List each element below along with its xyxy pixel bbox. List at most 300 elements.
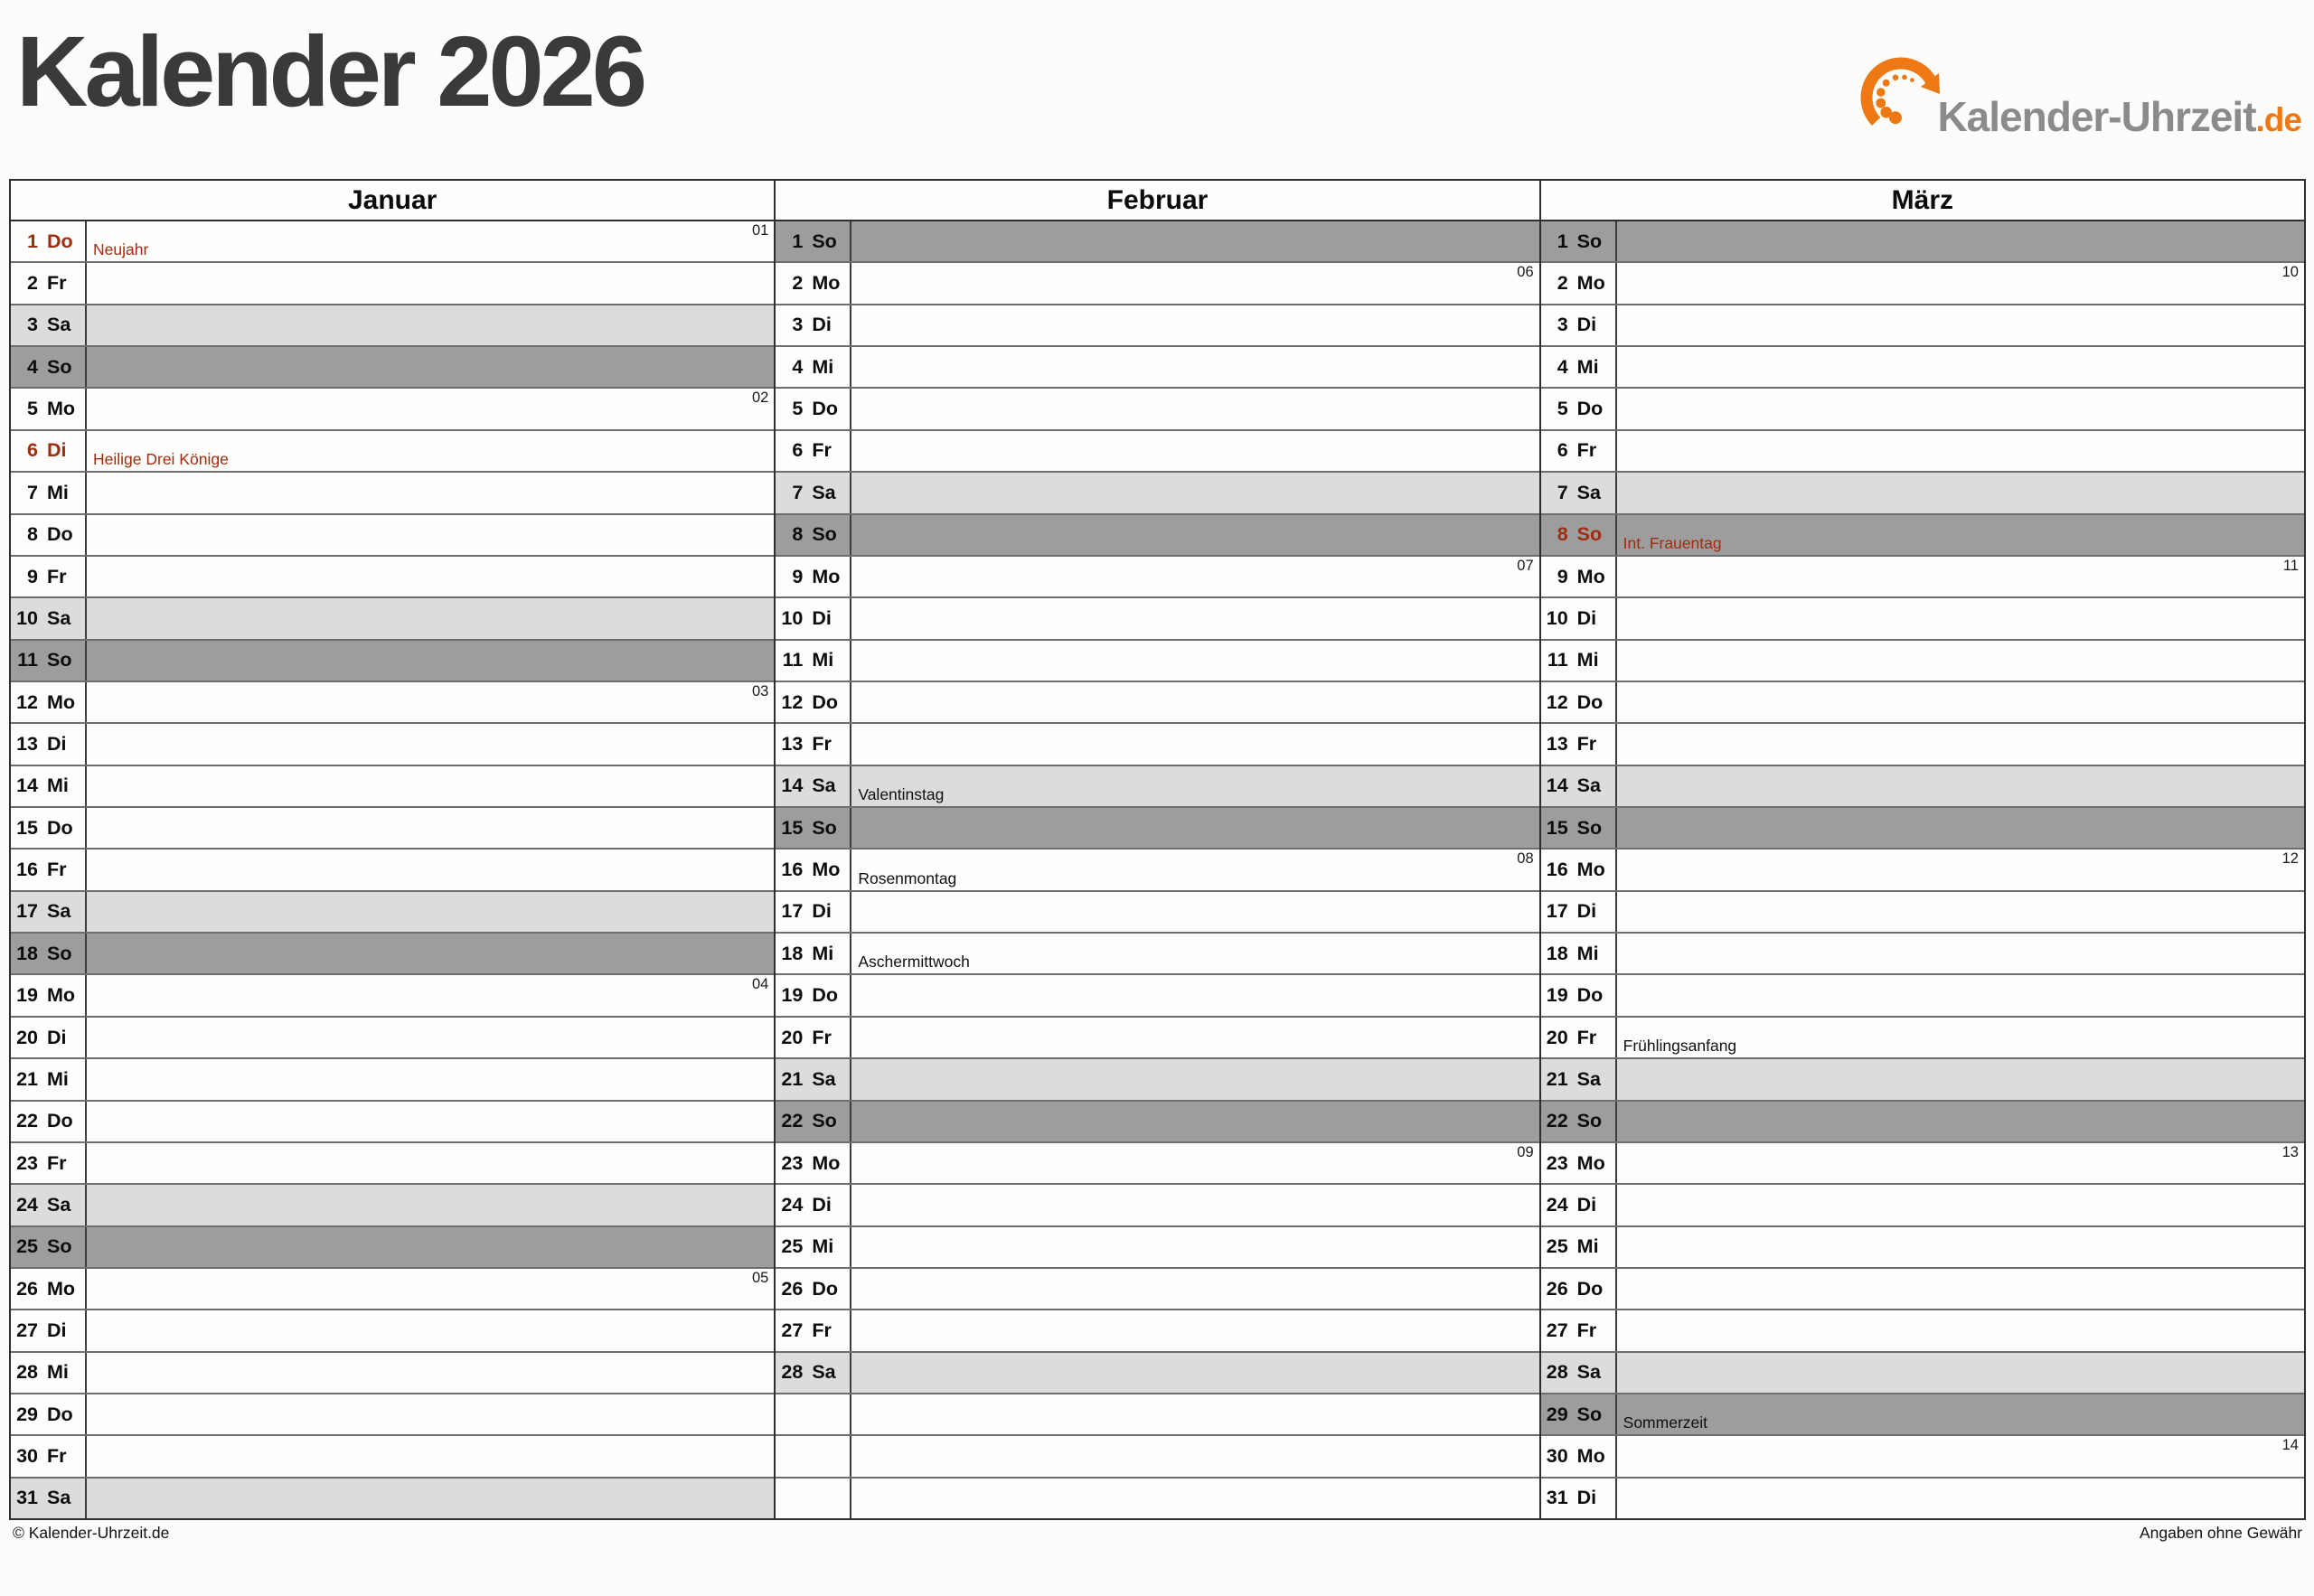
day-label-cell xyxy=(1541,1185,1617,1225)
day-label-cell xyxy=(1541,389,1617,428)
day-number: 25 xyxy=(16,1235,38,1258)
day-weekday: Mo xyxy=(47,984,76,1007)
day-content-cell xyxy=(851,557,1538,596)
month-days xyxy=(1541,221,2304,1518)
day-content-cell xyxy=(1617,766,2304,806)
day-row xyxy=(1541,1393,2304,1434)
day-label-cell xyxy=(11,892,87,932)
day-row xyxy=(776,1267,1538,1309)
day-row xyxy=(1541,429,2304,471)
day-content-cell xyxy=(1617,1143,2304,1183)
day-weekday: Do xyxy=(812,984,838,1007)
day-content-cell xyxy=(1617,263,2304,303)
day-label-cell xyxy=(11,1394,87,1434)
day-row xyxy=(1541,681,2304,722)
day-row xyxy=(11,261,774,303)
day-content-cell xyxy=(1617,1269,2304,1309)
day-label-cell xyxy=(776,724,851,764)
day-row xyxy=(1541,973,2304,1015)
day-number: 20 xyxy=(781,1026,804,1048)
day-row xyxy=(776,1016,1538,1057)
day-row xyxy=(776,555,1538,596)
day-number: 13 xyxy=(16,732,38,755)
day-number: 21 xyxy=(16,1067,38,1090)
day-row xyxy=(11,806,774,848)
logo-brand: Kalender-Uhrzeit xyxy=(1937,93,2256,140)
day-content-cell xyxy=(87,1059,774,1099)
day-weekday: Mi xyxy=(812,649,834,671)
day-row xyxy=(1541,1183,2304,1225)
day-content-cell xyxy=(87,1102,774,1141)
day-row xyxy=(1541,1477,2304,1518)
day-number: 30 xyxy=(1546,1445,1568,1468)
day-row xyxy=(776,1183,1538,1225)
day-number: 26 xyxy=(16,1277,38,1300)
day-label-cell xyxy=(11,1227,87,1267)
day-number: 29 xyxy=(1546,1403,1568,1425)
day-row xyxy=(1541,345,2304,387)
day-content-cell xyxy=(1617,347,2304,387)
day-content-cell xyxy=(851,389,1538,428)
day-number: 17 xyxy=(781,900,804,923)
day-row xyxy=(11,471,774,512)
day-label-cell xyxy=(776,1436,851,1476)
day-label-cell xyxy=(776,1394,851,1434)
holiday-label: Aschermittwoch xyxy=(858,953,970,972)
day-content-cell xyxy=(851,1353,1538,1393)
day-weekday: Sa xyxy=(1576,775,1601,797)
day-weekday: Fr xyxy=(1576,1319,1597,1342)
day-content-cell xyxy=(851,892,1538,932)
day-label-cell xyxy=(776,431,851,471)
day-weekday: Do xyxy=(1576,398,1604,420)
day-row xyxy=(776,1100,1538,1141)
day-number: 28 xyxy=(16,1361,38,1384)
week-number: 05 xyxy=(751,1269,769,1286)
day-number: 14 xyxy=(781,775,804,797)
day-label-cell xyxy=(11,1059,87,1099)
day-content-cell xyxy=(1617,975,2304,1015)
day-number: 12 xyxy=(1546,690,1568,713)
day-label-cell xyxy=(776,263,851,303)
day-content-cell xyxy=(1617,557,2304,596)
day-number: 28 xyxy=(781,1361,804,1384)
day-weekday: Fr xyxy=(47,859,67,881)
day-content-cell xyxy=(851,473,1538,512)
day-content-cell xyxy=(87,892,774,932)
day-row xyxy=(776,1351,1538,1393)
day-number: 14 xyxy=(16,775,38,797)
day-label-cell xyxy=(1541,431,1617,471)
day-label-cell xyxy=(11,724,87,764)
day-label-cell xyxy=(11,641,87,681)
day-row xyxy=(1541,932,2304,973)
day-label-cell xyxy=(1541,1018,1617,1057)
day-row xyxy=(1541,848,2304,889)
week-number: 01 xyxy=(751,222,769,239)
day-content-cell xyxy=(851,808,1538,848)
day-number: 8 xyxy=(792,523,804,546)
day-content-cell xyxy=(851,641,1538,681)
day-label-cell xyxy=(1541,1227,1617,1267)
day-label-cell xyxy=(11,850,87,889)
day-row xyxy=(776,722,1538,764)
day-content-cell xyxy=(1617,473,2304,512)
day-label-cell xyxy=(776,347,851,387)
footer-copyright: © Kalender-Uhrzeit.de xyxy=(13,1524,170,1542)
day-weekday: Mo xyxy=(1576,859,1605,881)
day-row xyxy=(1541,1309,2304,1350)
day-content-cell xyxy=(851,1059,1538,1099)
day-content-cell xyxy=(1617,1436,2304,1476)
day-number: 9 xyxy=(792,565,804,587)
holiday-label: Rosenmontag xyxy=(858,868,957,887)
day-content-cell xyxy=(1617,1102,2304,1141)
day-row xyxy=(776,513,1538,555)
day-label-cell xyxy=(776,1353,851,1393)
day-number: 10 xyxy=(781,606,804,629)
day-label-cell xyxy=(1541,1479,1617,1518)
week-number: 06 xyxy=(1517,264,1534,281)
day-content-cell xyxy=(1617,221,2304,261)
day-content-cell xyxy=(87,1394,774,1434)
day-weekday: Fr xyxy=(1576,439,1597,462)
day-label-cell xyxy=(776,389,851,428)
day-weekday: Di xyxy=(1576,1193,1597,1216)
month-column xyxy=(1539,181,2304,1518)
day-label-cell xyxy=(11,1269,87,1309)
day-row xyxy=(11,1016,774,1057)
day-weekday: Sa xyxy=(812,1361,836,1384)
day-number: 5 xyxy=(792,398,804,420)
day-row xyxy=(776,890,1538,932)
day-content-cell xyxy=(87,808,774,848)
day-label-cell xyxy=(1541,892,1617,932)
day-content-cell xyxy=(1617,598,2304,638)
day-label-cell xyxy=(776,1059,851,1099)
day-row xyxy=(776,387,1538,428)
day-weekday: Sa xyxy=(47,1487,71,1509)
day-content-cell xyxy=(87,515,774,555)
day-content-cell xyxy=(87,1227,774,1267)
day-weekday: Do xyxy=(812,690,838,713)
day-row xyxy=(776,471,1538,512)
day-weekday: Fr xyxy=(812,1026,832,1048)
day-label-cell xyxy=(11,1353,87,1393)
day-number: 31 xyxy=(1546,1487,1568,1509)
day-row xyxy=(1541,890,2304,932)
day-weekday: So xyxy=(1576,523,1603,546)
day-weekday: Mo xyxy=(812,565,841,587)
day-label-cell xyxy=(1541,1102,1617,1141)
day-number: 22 xyxy=(781,1110,804,1132)
day-content-cell xyxy=(851,515,1538,555)
day-number: 20 xyxy=(1546,1026,1568,1048)
day-weekday: Fr xyxy=(812,1319,832,1342)
day-weekday: So xyxy=(47,942,72,964)
day-number: 2 xyxy=(792,272,804,295)
day-number: 14 xyxy=(1546,775,1568,797)
day-number: 4 xyxy=(792,355,804,378)
day-label-cell xyxy=(11,515,87,555)
day-label-cell xyxy=(776,766,851,806)
day-label-cell xyxy=(776,1227,851,1267)
day-row xyxy=(11,1057,774,1099)
day-number: 1 xyxy=(1557,230,1568,252)
day-row xyxy=(776,1477,1538,1518)
day-row xyxy=(776,973,1538,1015)
day-weekday: Sa xyxy=(47,900,71,923)
week-number: 08 xyxy=(1517,850,1534,868)
day-content-cell xyxy=(1617,892,2304,932)
day-weekday: So xyxy=(812,816,837,839)
day-label-cell xyxy=(1541,1436,1617,1476)
day-weekday: Di xyxy=(47,1026,67,1048)
footer-disclaimer: Angaben ohne Gewähr xyxy=(2140,1524,2302,1542)
month-title: März xyxy=(1541,181,2304,221)
day-number: 16 xyxy=(16,859,38,881)
day-weekday: Mi xyxy=(47,1361,69,1384)
day-label-cell xyxy=(11,808,87,848)
day-weekday: Di xyxy=(812,606,832,629)
day-number: 3 xyxy=(27,314,38,336)
day-label-cell xyxy=(776,975,851,1015)
day-row xyxy=(1541,1351,2304,1393)
day-content-cell xyxy=(851,598,1538,638)
day-content-cell xyxy=(1617,1353,2304,1393)
day-content-cell xyxy=(87,1353,774,1393)
day-label-cell xyxy=(1541,557,1617,596)
day-content-cell xyxy=(87,934,774,973)
holiday-label: Frühlingsanfang xyxy=(1623,1037,1737,1056)
day-number: 12 xyxy=(781,690,804,713)
day-weekday: Di xyxy=(47,1319,67,1342)
day-content-cell xyxy=(1617,431,2304,471)
day-row xyxy=(11,555,774,596)
day-row xyxy=(1541,261,2304,303)
day-label-cell xyxy=(776,515,851,555)
day-number: 24 xyxy=(1546,1193,1568,1216)
clock-arrow-icon xyxy=(1854,47,1948,141)
day-number: 23 xyxy=(781,1151,804,1174)
day-label-cell xyxy=(1541,850,1617,889)
day-number: 10 xyxy=(16,606,38,629)
day-label-cell xyxy=(1541,724,1617,764)
day-content-cell xyxy=(851,934,1538,973)
day-label-cell xyxy=(1541,766,1617,806)
day-row xyxy=(1541,722,2304,764)
month-days xyxy=(11,221,774,1518)
day-row xyxy=(11,765,774,806)
day-label-cell xyxy=(776,1269,851,1309)
day-weekday: Mi xyxy=(1576,355,1599,378)
day-weekday: Do xyxy=(47,1403,73,1425)
day-weekday: Mi xyxy=(47,1067,69,1090)
day-weekday: Do xyxy=(812,398,838,420)
day-content-cell xyxy=(851,766,1538,806)
day-number: 3 xyxy=(1557,314,1568,336)
day-label-cell xyxy=(1541,263,1617,303)
day-weekday: Do xyxy=(1576,984,1604,1007)
day-row xyxy=(776,1225,1538,1267)
week-number: 03 xyxy=(751,682,769,699)
day-weekday: Di xyxy=(47,439,67,462)
day-content-cell xyxy=(87,305,774,345)
day-label-cell xyxy=(1541,641,1617,681)
day-number: 7 xyxy=(27,481,38,503)
day-number: 6 xyxy=(27,439,38,462)
day-label-cell xyxy=(11,389,87,428)
day-content-cell xyxy=(851,263,1538,303)
day-label-cell xyxy=(1541,1059,1617,1099)
day-row xyxy=(1541,1100,2304,1141)
day-content-cell xyxy=(851,221,1538,261)
day-label-cell xyxy=(776,1185,851,1225)
day-row xyxy=(1541,387,2304,428)
day-row xyxy=(1541,1267,2304,1309)
day-content-cell xyxy=(87,431,774,471)
day-number: 25 xyxy=(1546,1235,1568,1258)
day-label-cell xyxy=(1541,808,1617,848)
day-row xyxy=(11,1141,774,1183)
day-row xyxy=(1541,1016,2304,1057)
day-content-cell xyxy=(851,1102,1538,1141)
day-weekday: Do xyxy=(1576,690,1604,713)
day-content-cell xyxy=(87,641,774,681)
day-row xyxy=(11,221,774,261)
day-number: 26 xyxy=(1546,1277,1568,1300)
day-number: 13 xyxy=(1546,732,1568,755)
day-row xyxy=(1541,1225,2304,1267)
day-label-cell xyxy=(776,598,851,638)
day-number: 15 xyxy=(781,816,804,839)
day-weekday: Di xyxy=(1576,314,1597,336)
day-number: 24 xyxy=(16,1193,38,1216)
day-content-cell xyxy=(87,1185,774,1225)
day-number: 13 xyxy=(781,732,804,755)
day-label-cell xyxy=(776,1143,851,1183)
logo-brand-text xyxy=(1937,93,2301,140)
day-row xyxy=(11,1267,774,1309)
day-label-cell xyxy=(1541,305,1617,345)
day-weekday: Mo xyxy=(47,1277,76,1300)
day-row xyxy=(776,221,1538,261)
day-weekday: So xyxy=(812,1110,837,1132)
day-number: 24 xyxy=(781,1193,804,1216)
day-content-cell xyxy=(87,1018,774,1057)
week-number: 10 xyxy=(2281,264,2299,281)
day-weekday: Sa xyxy=(812,1067,836,1090)
day-row xyxy=(776,639,1538,681)
day-label-cell xyxy=(776,1479,851,1518)
day-content-cell xyxy=(87,1479,774,1518)
day-number: 5 xyxy=(27,398,38,420)
day-weekday: Do xyxy=(812,1277,838,1300)
logo-link[interactable] xyxy=(1854,47,2301,141)
day-row xyxy=(776,932,1538,973)
day-label-cell xyxy=(776,850,851,889)
week-number: 07 xyxy=(1517,557,1534,574)
day-content-cell xyxy=(851,347,1538,387)
day-number: 11 xyxy=(1547,649,1568,671)
day-label-cell xyxy=(1541,1143,1617,1183)
week-number: 13 xyxy=(2281,1143,2299,1160)
month-days xyxy=(776,221,1538,1518)
day-row xyxy=(1541,806,2304,848)
day-number: 25 xyxy=(781,1235,804,1258)
day-label-cell xyxy=(1541,1353,1617,1393)
day-row xyxy=(11,387,774,428)
day-weekday: Mo xyxy=(812,859,841,881)
day-number: 19 xyxy=(16,984,38,1007)
day-label-cell xyxy=(11,431,87,471)
day-content-cell xyxy=(87,389,774,428)
day-weekday: Fr xyxy=(812,732,832,755)
day-number: 2 xyxy=(1557,272,1568,295)
day-label-cell xyxy=(776,682,851,722)
day-content-cell xyxy=(851,1479,1538,1518)
holiday-label: Valentinstag xyxy=(858,785,945,804)
day-content-cell xyxy=(1617,934,2304,973)
day-label-cell xyxy=(11,766,87,806)
day-row xyxy=(776,261,1538,303)
day-label-cell xyxy=(11,682,87,722)
day-content-cell xyxy=(87,850,774,889)
day-weekday: Di xyxy=(812,900,832,923)
day-weekday: Mi xyxy=(47,481,69,503)
day-weekday: Fr xyxy=(47,272,67,295)
day-number: 28 xyxy=(1546,1361,1568,1384)
day-row xyxy=(1541,221,2304,261)
day-weekday: Mo xyxy=(812,1151,841,1174)
day-content-cell xyxy=(87,1269,774,1309)
day-content-cell xyxy=(87,1143,774,1183)
day-row xyxy=(776,848,1538,889)
day-number: 11 xyxy=(782,649,804,671)
day-weekday: Sa xyxy=(812,481,836,503)
day-row xyxy=(1541,555,2304,596)
day-row xyxy=(11,1434,774,1476)
day-row xyxy=(11,345,774,387)
day-label-cell xyxy=(11,221,87,261)
day-number: 9 xyxy=(1557,565,1568,587)
holiday-label: Heilige Drei Könige xyxy=(93,450,229,469)
day-label-cell xyxy=(1541,934,1617,973)
day-content-cell xyxy=(87,263,774,303)
day-content-cell xyxy=(1617,389,2304,428)
day-label-cell xyxy=(1541,975,1617,1015)
day-label-cell xyxy=(11,934,87,973)
day-row xyxy=(776,806,1538,848)
day-number: 8 xyxy=(1557,523,1568,546)
day-row xyxy=(11,429,774,471)
month-title: Januar xyxy=(11,181,774,221)
day-number: 17 xyxy=(1546,900,1568,923)
day-content-cell xyxy=(87,682,774,722)
day-content-cell xyxy=(1617,682,2304,722)
day-weekday: Mi xyxy=(812,1235,834,1258)
day-weekday: Mo xyxy=(47,690,76,713)
day-row xyxy=(776,1309,1538,1350)
day-content-cell xyxy=(1617,808,2304,848)
day-weekday: Do xyxy=(47,816,73,839)
day-content-cell xyxy=(87,975,774,1015)
day-label-cell xyxy=(1541,1310,1617,1350)
day-weekday: Mi xyxy=(47,775,69,797)
day-label-cell xyxy=(11,347,87,387)
day-label-cell xyxy=(1541,682,1617,722)
week-number: 14 xyxy=(2281,1437,2299,1454)
